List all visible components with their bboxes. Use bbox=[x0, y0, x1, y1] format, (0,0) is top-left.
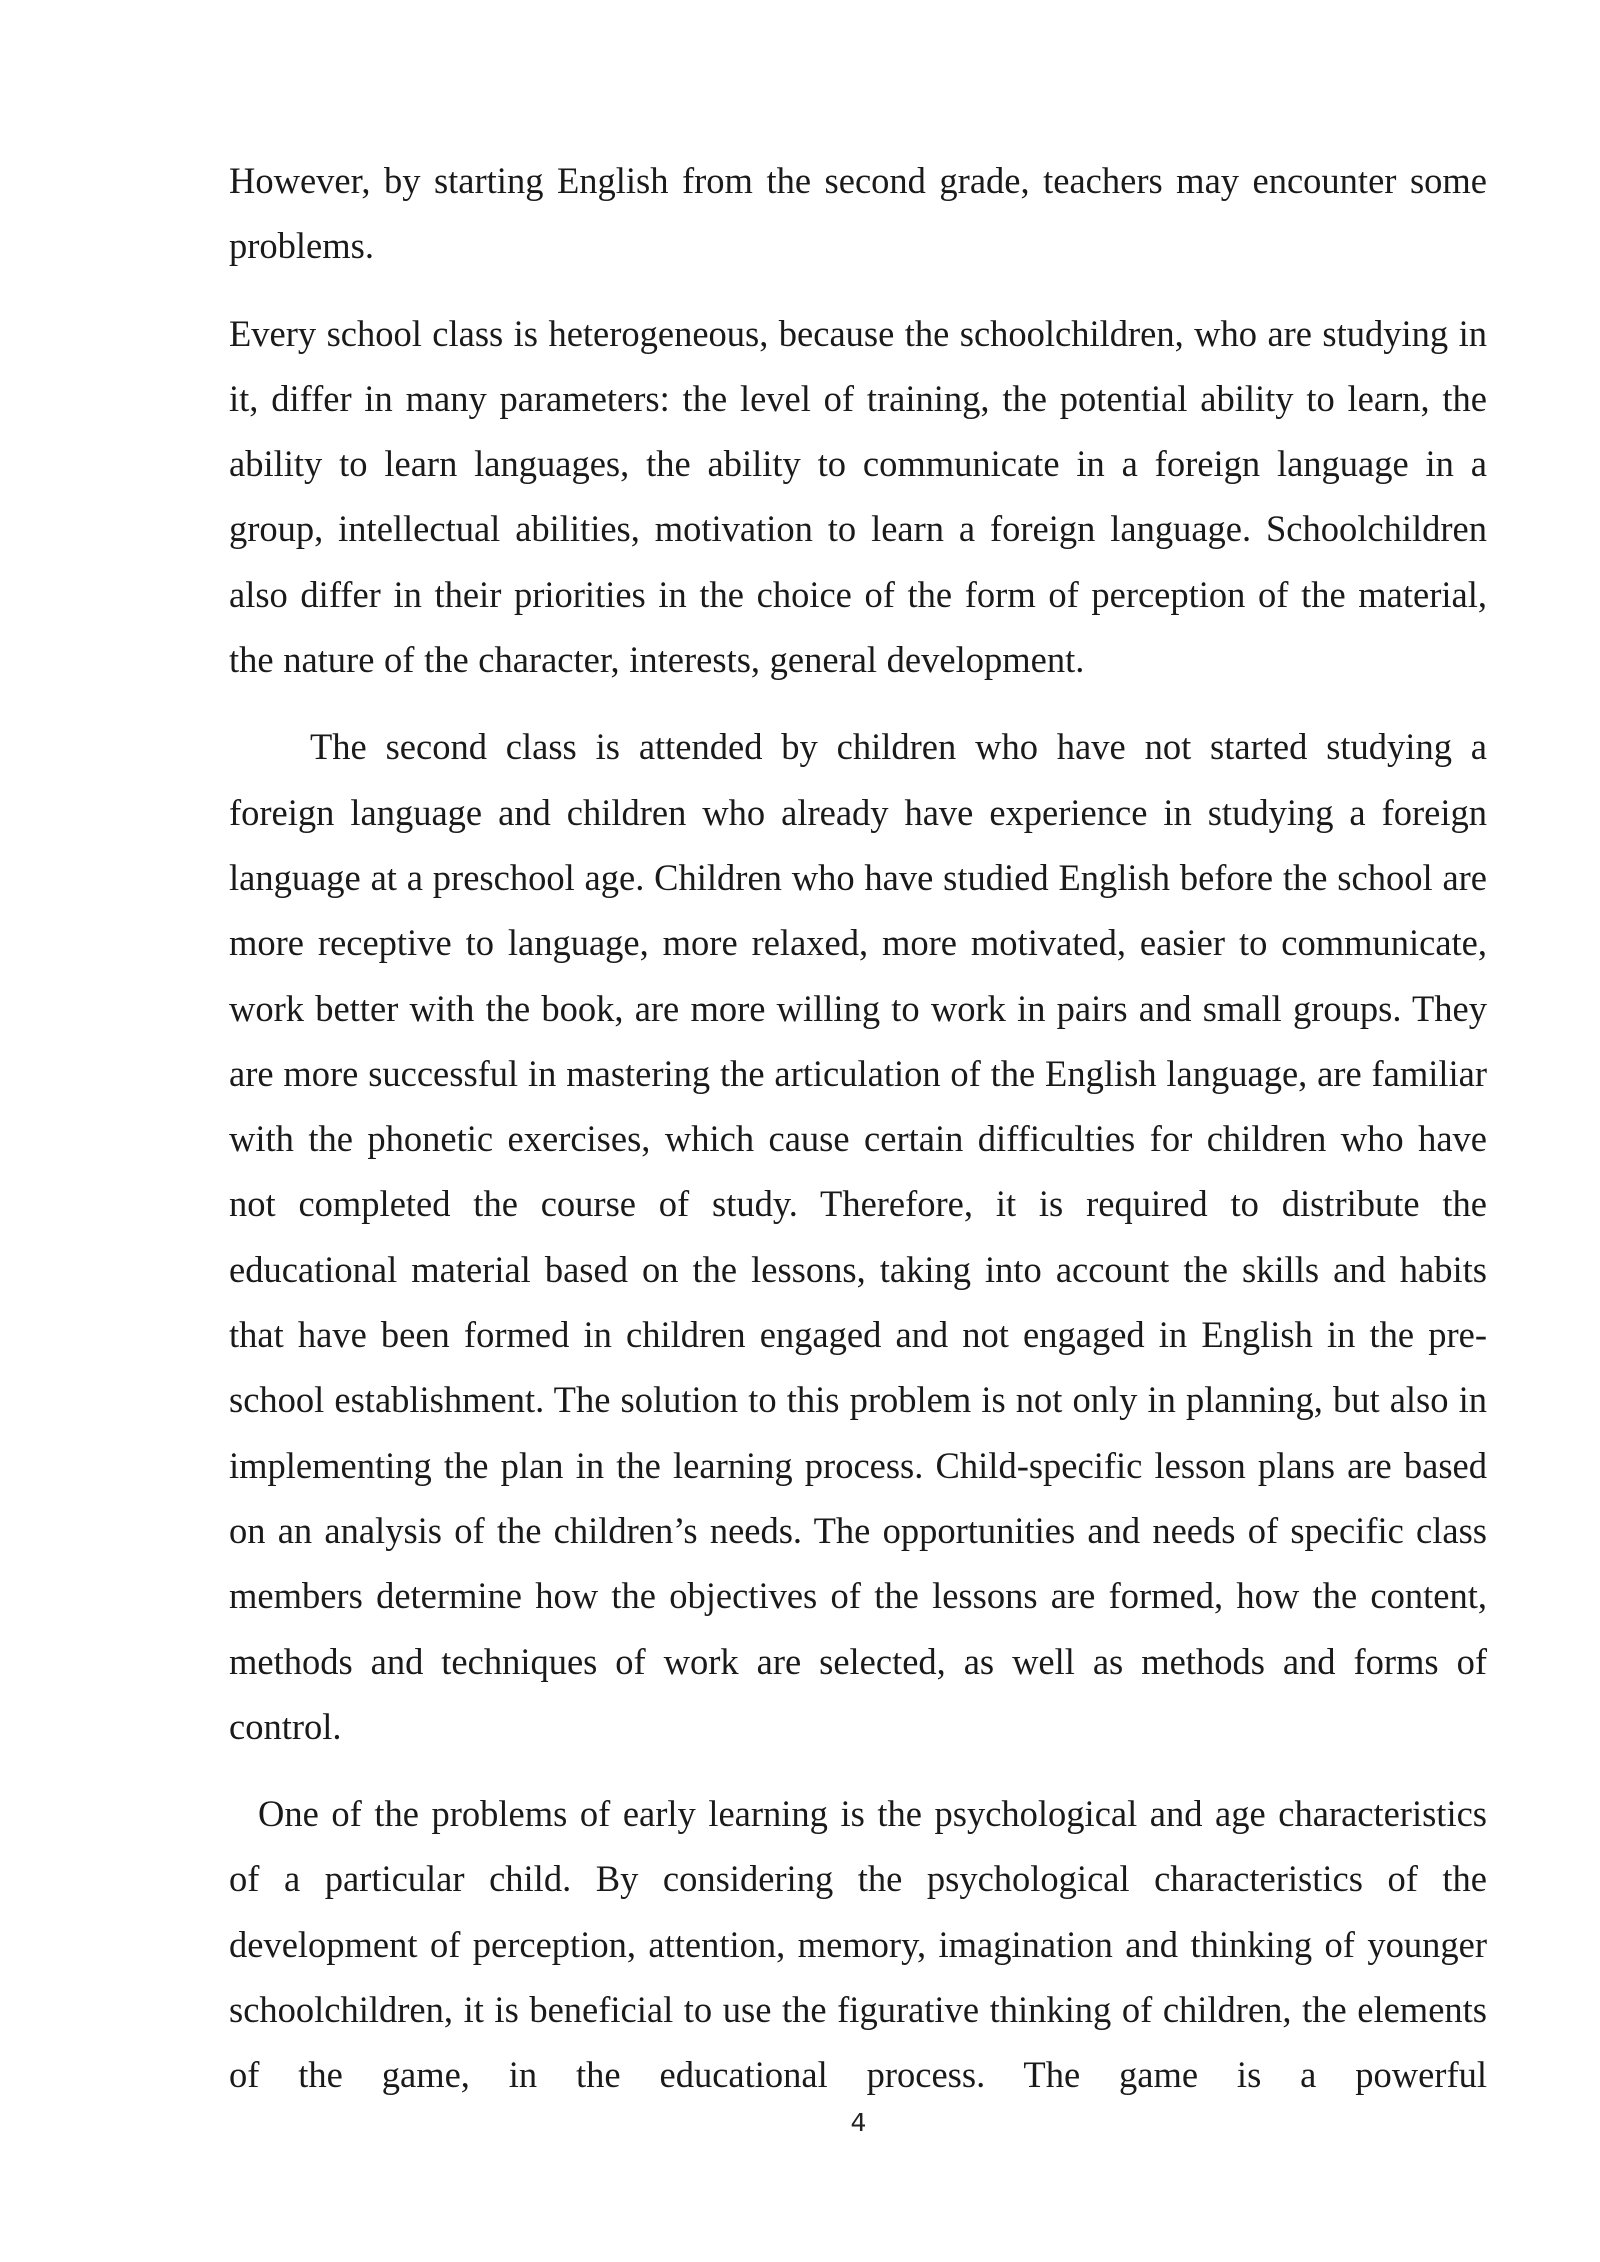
paragraph-heterogeneous-class: Every school class is heterogeneous, because the schoolchildren, who are studying in it, differ in many parameters: the level of training, the potential ability to learn, the ability to learn languages, the ability to communicate in a foreign language in a group, intellectual abilities, motivation to learn a foreign language. Schoolchildren also differ in their priorities in the choice of the form of perception of the material, the nature of the character, interests, general development. bbox=[229, 312, 1487, 681]
paragraph-early-learning: One of the problems of early learning is the psychological and age characteristics of a particular child. By considering the psychological characteristics of the development of perception, attention, memory, imagination and thinking of younger schoolchildren, it is beneficial to use the figurative thinking of children, the elements of the game, in the educational process. The game is a powerful bbox=[229, 1793, 1487, 2096]
paragraph-second-class: The second class is attended by children who have not started studying a foreign language and children who already have experience in studying a foreign language at a preschool age. Children who have studied English before the school are more receptive to language, more relaxed, more motivated, easier to communicate, work better with the book, are more willing to work in pairs and small groups. They are more successful in mastering the articulation of the English language, are familiar with the phonetic exercises, which cause certain difficulties for children who have not completed the course of study. Therefore, it is required to distribute the educational material based on the lessons, taking into account the skills and habits that have been formed in children engaged and not engaged in English in the pre-school establishment. The solution to this problem is not only in planning, but also in implementing the plan in the learning process. Child-specific lesson plans are based on an analysis of the children’s needs. The opportunities and needs of specific class members determine how the objectives of the lessons are formed, how the content, methods and techniques of work are selected, as well as methods and forms of control. bbox=[229, 726, 1487, 1747]
body-text bbox=[229, 148, 1487, 2130]
paragraph-intro: However, by starting English from the second grade, teachers may encounter some problems. bbox=[229, 160, 1487, 267]
page-number: 4 bbox=[850, 2108, 867, 2137]
